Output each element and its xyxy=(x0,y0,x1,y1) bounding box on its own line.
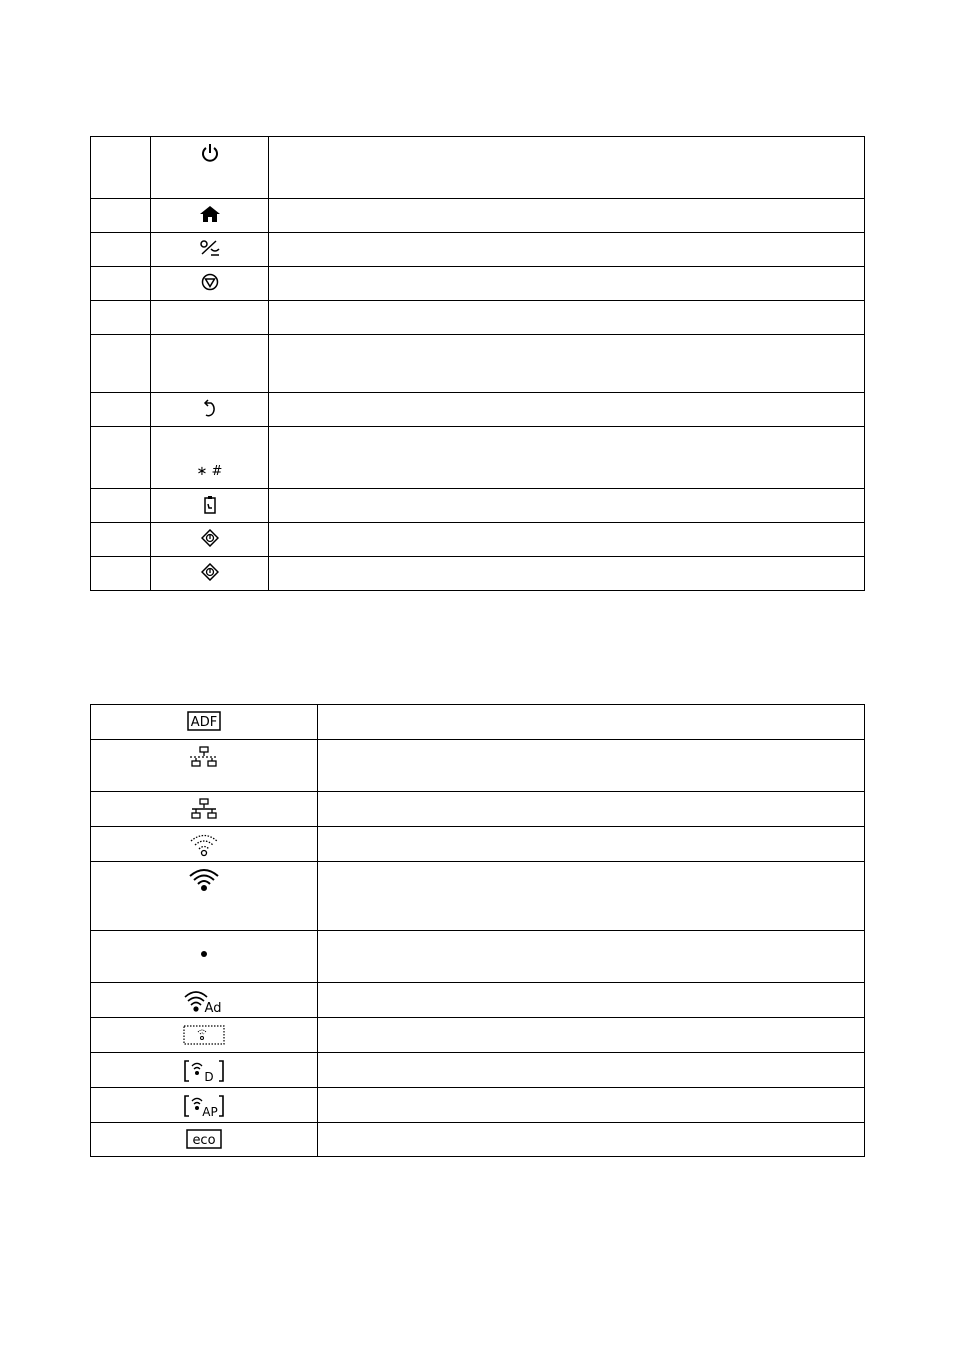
table-row xyxy=(91,137,865,199)
ethernet-disconnected-icon xyxy=(189,746,219,768)
status-icons-table xyxy=(90,704,865,1157)
description-cell xyxy=(318,1018,865,1053)
table-row xyxy=(91,983,865,1018)
table-row xyxy=(91,393,865,427)
table-row xyxy=(91,931,865,983)
description-cell xyxy=(318,792,865,827)
on-hook-icon xyxy=(199,239,221,257)
icon-cell xyxy=(91,1053,318,1088)
icon-cell xyxy=(151,427,269,489)
description-cell xyxy=(318,1123,865,1157)
adf-icon xyxy=(187,711,221,731)
description-cell xyxy=(269,427,865,489)
back-icon xyxy=(202,399,218,419)
icon-cell xyxy=(151,335,269,393)
home-icon xyxy=(199,205,221,223)
description-cell xyxy=(318,983,865,1018)
icon-cell xyxy=(91,705,318,740)
table-row xyxy=(91,862,865,931)
table-row xyxy=(91,427,865,489)
icon-cell xyxy=(151,199,269,233)
icon-cell xyxy=(151,489,269,523)
copy-icon xyxy=(202,495,218,515)
table-row xyxy=(91,233,865,267)
description-cell xyxy=(318,740,865,792)
icon-cell xyxy=(91,827,318,862)
description-cell xyxy=(318,1088,865,1123)
table-row xyxy=(91,740,865,792)
row-number-cell xyxy=(91,199,151,233)
description-cell xyxy=(318,1053,865,1088)
row-number-cell xyxy=(91,427,151,489)
table-row xyxy=(91,335,865,393)
description-cell xyxy=(318,862,865,931)
wifi-direct-icon xyxy=(183,1059,225,1083)
wifi-disconnected-icon xyxy=(189,833,219,857)
description-cell xyxy=(318,931,865,983)
icon-cell xyxy=(91,931,318,983)
power-icon xyxy=(200,143,220,165)
svg-text:Ad: Ad xyxy=(204,1001,222,1013)
wifi-connected-icon xyxy=(188,868,220,892)
description-cell xyxy=(318,705,865,740)
icon-cell xyxy=(91,1018,318,1053)
control-panel-buttons-table xyxy=(90,136,865,591)
svg-text:eco: eco xyxy=(192,1133,216,1148)
table-row xyxy=(91,523,865,557)
icon-cell xyxy=(91,983,318,1018)
icon-cell xyxy=(151,137,269,199)
table-row xyxy=(91,705,865,740)
table-row xyxy=(91,199,865,233)
table-row xyxy=(91,301,865,335)
table-row xyxy=(91,267,865,301)
svg-text:D: D xyxy=(204,1070,214,1083)
icon-cell xyxy=(91,1123,318,1157)
icon-cell xyxy=(151,301,269,335)
icon-cell xyxy=(151,523,269,557)
description-cell xyxy=(269,233,865,267)
icon-cell xyxy=(91,792,318,827)
stop-icon xyxy=(201,273,219,291)
svg-text:ADF: ADF xyxy=(190,715,218,730)
row-number-cell xyxy=(91,137,151,199)
description-cell xyxy=(269,137,865,199)
eco-icon xyxy=(186,1129,222,1149)
wifi-adhoc-icon xyxy=(183,989,225,1013)
icon-cell xyxy=(151,267,269,301)
table-row xyxy=(91,1123,865,1157)
wifi-direct-disconnected-icon xyxy=(183,1024,225,1046)
description-cell xyxy=(269,489,865,523)
icon-cell xyxy=(151,557,269,591)
icon-cell xyxy=(151,233,269,267)
start-bw-icon xyxy=(201,563,219,581)
table-row xyxy=(91,827,865,862)
simple-ap-icon xyxy=(183,1094,225,1118)
table-row xyxy=(91,1018,865,1053)
icon-cell xyxy=(91,740,318,792)
icon-cell xyxy=(91,1088,318,1123)
description-cell xyxy=(269,523,865,557)
description-cell xyxy=(269,267,865,301)
table-row xyxy=(91,1088,865,1123)
row-number-cell xyxy=(91,301,151,335)
row-number-cell xyxy=(91,489,151,523)
description-cell xyxy=(269,199,865,233)
ethernet-connected-icon xyxy=(189,798,219,820)
description-cell xyxy=(269,557,865,591)
row-number-cell xyxy=(91,233,151,267)
signal-dot-icon xyxy=(201,951,207,957)
table-row xyxy=(91,557,865,591)
description-cell xyxy=(318,827,865,862)
table-row xyxy=(91,792,865,827)
row-number-cell xyxy=(91,335,151,393)
description-cell xyxy=(269,301,865,335)
table-row xyxy=(91,1053,865,1088)
svg-text:AP: AP xyxy=(202,1105,218,1118)
row-number-cell xyxy=(91,393,151,427)
description-cell xyxy=(269,393,865,427)
star-hash-icon: ∗ # xyxy=(196,464,223,479)
table-row xyxy=(91,489,865,523)
icon-cell xyxy=(91,862,318,931)
row-number-cell xyxy=(91,267,151,301)
row-number-cell xyxy=(91,523,151,557)
start-color-icon xyxy=(201,529,219,547)
row-number-cell xyxy=(91,557,151,591)
description-cell xyxy=(269,335,865,393)
icon-cell xyxy=(151,393,269,427)
